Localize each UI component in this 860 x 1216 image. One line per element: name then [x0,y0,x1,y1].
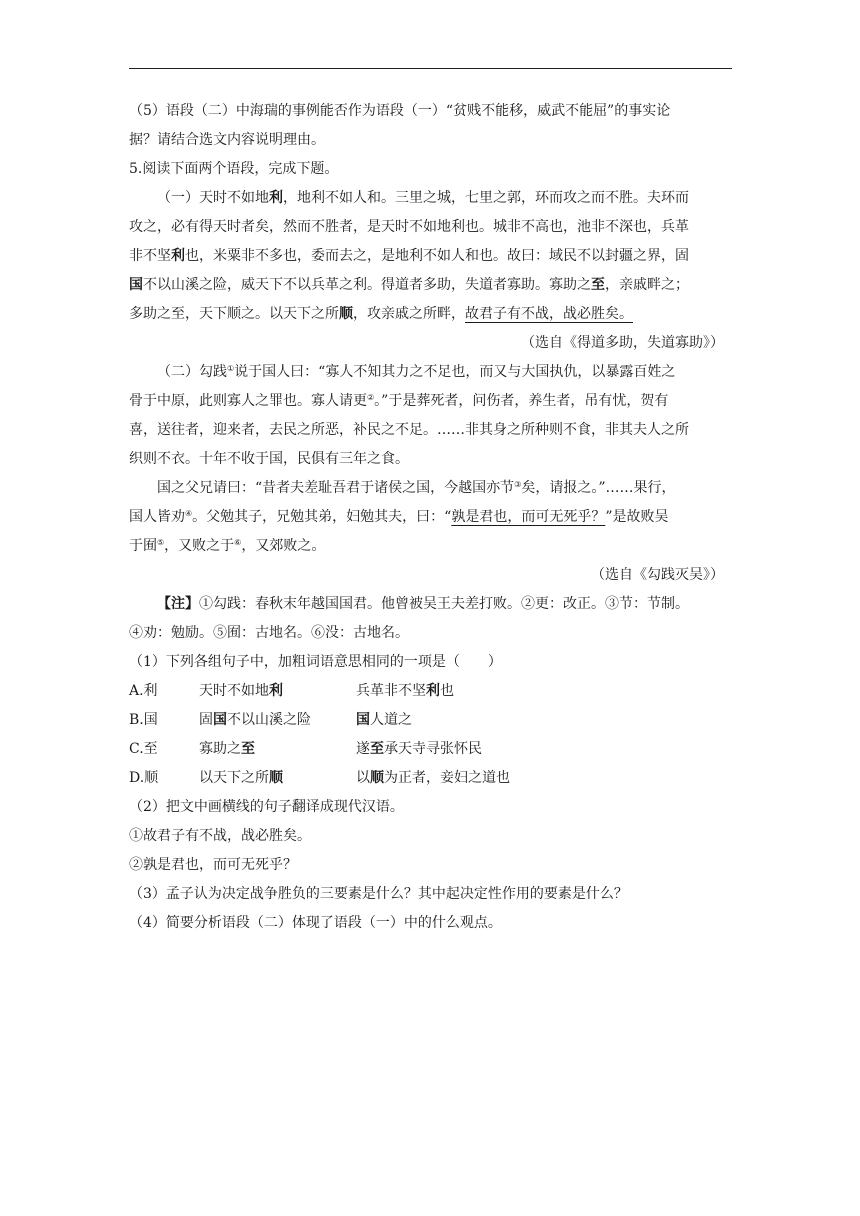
passage2-line-4: 织则不衣。十年不收于国，民俱有三年之食。 [129,451,409,467]
text-span: 寡助之 [199,741,241,757]
footnote-marker: ⑤ [157,538,165,547]
text-span: 承天寺寻张怀民 [384,741,482,757]
bold-word: 利 [269,190,283,206]
text-span: 。父勉其子，兄勉其弟，妇勉其夫，曰：“ [192,509,452,525]
text-span: 以 [356,770,370,786]
text-span: 非不坚 [129,248,171,264]
text-span: 说于国人曰：“寡人不知其力之不足也，而又与大国执仇，以暴露百姓之 [234,364,676,380]
q2-stem: （2）把文中画横线的句子翻译成现代汉语。 [129,799,404,815]
q1-option-d [129,764,734,793]
q5-line-2: 据？请结合选文内容说明理由。 [129,132,325,148]
passage1-line-4 [129,271,734,300]
text-span: 国之父兄请曰：“昔者夫差耻吾君于诸侯之国，今越国亦节 [157,480,515,496]
notes-label: 【注】 [157,596,199,612]
text-span: 固 [199,712,213,728]
bold-word: 至 [370,741,384,757]
passage2-line-3: 喜，送往者，迎来者，去民之所恶，补民之不足。……非其身之所种则不食，非其夫人之所 [129,422,689,438]
passage1-line-2: 攻之，必有得天时者矣，然而不胜者，是天时不如地利也。城非不高也，池非不深也，兵革 [129,219,689,235]
bold-word: 利 [171,248,185,264]
q3-stem: （3）孟子认为决定战争胜负的三要素是什么？其中起决定性作用的要素是什么？ [129,886,628,902]
text-span: ，又郊败之。 [241,538,326,554]
q2-sentence-2: ②孰是君也，而可无死乎？ [129,857,297,873]
passage1-line-1 [129,184,734,213]
q1-option-c [129,735,734,764]
text-span: 天时不如地 [199,683,269,699]
notes-line-2: ④劝：勉励。⑤囿：古地名。⑥没：古地名。 [129,625,409,641]
option-sentence-2 [356,735,482,764]
bold-word: 至 [241,741,255,757]
text-span: ”是故败吴 [605,509,669,525]
passage2-line-6 [129,503,734,532]
footnote-marker: ① [227,364,235,373]
text-span: 遂 [356,741,370,757]
text-span: 为正者，妾妇之道也 [384,770,510,786]
text-span: （二）勾践 [157,364,227,380]
text-span: ，又败之于 [164,538,235,554]
text-span: 也 [440,683,454,699]
option-sentence-1 [199,735,356,764]
bold-word: 顺 [370,770,384,786]
q5-line-1: （5）语段（二）中海瑞的事例能否作为语段（一）“贫贱不能移，威武不能屈”的事实论 [129,103,671,119]
header-rule [129,68,732,69]
text-span: ①勾践：春秋末年越国国君。他曾被吴王夫差打败。②更：改正。③节：节制。 [199,596,689,612]
option-sentence-2 [356,677,454,706]
passage2-line-5 [129,474,734,503]
bold-word: 至 [591,277,605,293]
q4-stem: （4）简要分析语段（二）体现了语段（一）中的什么观点。 [129,915,502,931]
document-content [129,97,734,938]
text-span: ，攻亲戚之所畔， [353,306,465,322]
text-span: 多助之至，天下顺之。以天下之所 [129,306,339,322]
q1-stem: （1）下列各组句子中，加粗词语意思相同的一项是（ ） [129,654,502,670]
bold-word: 国 [356,712,370,728]
text-span: 人道之 [370,712,412,728]
passage2-line-2 [129,387,734,416]
option-sentence-2 [356,706,412,735]
underlined-sentence: 故君子有不战，战必胜矣。 [465,306,633,322]
option-sentence-1 [199,706,356,735]
option-sentence-2 [356,764,510,793]
bold-word: 利 [269,683,283,699]
passage2-source: （选自《勾践灭吴》） [591,567,724,583]
underlined-sentence: 孰是君也，而可无死乎？ [451,509,606,525]
q2-sentence-1: ①故君子有不战，战必胜矣。 [129,828,311,844]
text-span: 兵革非不坚 [356,683,426,699]
text-span: 骨于中原，此则寡人之罪也。寡人请更 [129,393,367,409]
footnote-marker: ② [367,393,375,402]
section-title: 5.阅读下面两个语段，完成下题。 [129,161,339,177]
text-span: 国人皆劝 [129,509,185,525]
q1-option-a [129,677,734,706]
text-span: 于囿 [129,538,157,554]
option-letter: A.利 [129,683,158,699]
notes-line-1 [129,590,734,619]
text-span: 也，米粟非不多也，委而去之，是地利不如人和也。故曰：域民不以封疆之界，固 [185,248,689,264]
option-sentence-1 [199,677,356,706]
text-span: 不以山溪之险 [227,712,311,728]
q1-option-b [129,706,734,735]
text-span: 矣，请报之。”……果行， [521,480,676,496]
option-sentence-1 [199,764,356,793]
passage2-line-7 [129,532,734,561]
option-letter: D.顺 [129,770,159,786]
text-span: 。”于是葬死者，问伤者，养生者，吊有忧，贺有 [374,393,669,409]
text-span: （一）天时不如地 [157,190,269,206]
bold-word: 国 [129,277,143,293]
bold-word: 国 [213,712,227,728]
text-span: ，亲戚畔之； [605,277,689,293]
option-letter: B.国 [129,712,158,728]
passage1-line-5 [129,300,734,329]
text-span: ，地利不如人和。三里之城，七里之郭，环而攻之而不胜。夫环而 [283,190,689,206]
bold-word: 顺 [269,770,283,786]
bold-word: 顺 [339,306,353,322]
text-span: 以天下之所 [199,770,269,786]
passage2-line-1 [129,358,734,387]
text-span: 不以山溪之险，威天下不以兵革之利。得道者多助，失道者寡助。寡助之 [143,277,591,293]
footnote-marker: ③ [514,480,522,489]
footnote-marker: ⑥ [234,538,242,547]
option-letter: C.至 [129,741,158,757]
bold-word: 利 [426,683,440,699]
passage1-source: （选自《得道多助，失道寡助》） [521,335,724,351]
footnote-marker: ④ [185,509,193,518]
passage1-line-3 [129,242,734,271]
